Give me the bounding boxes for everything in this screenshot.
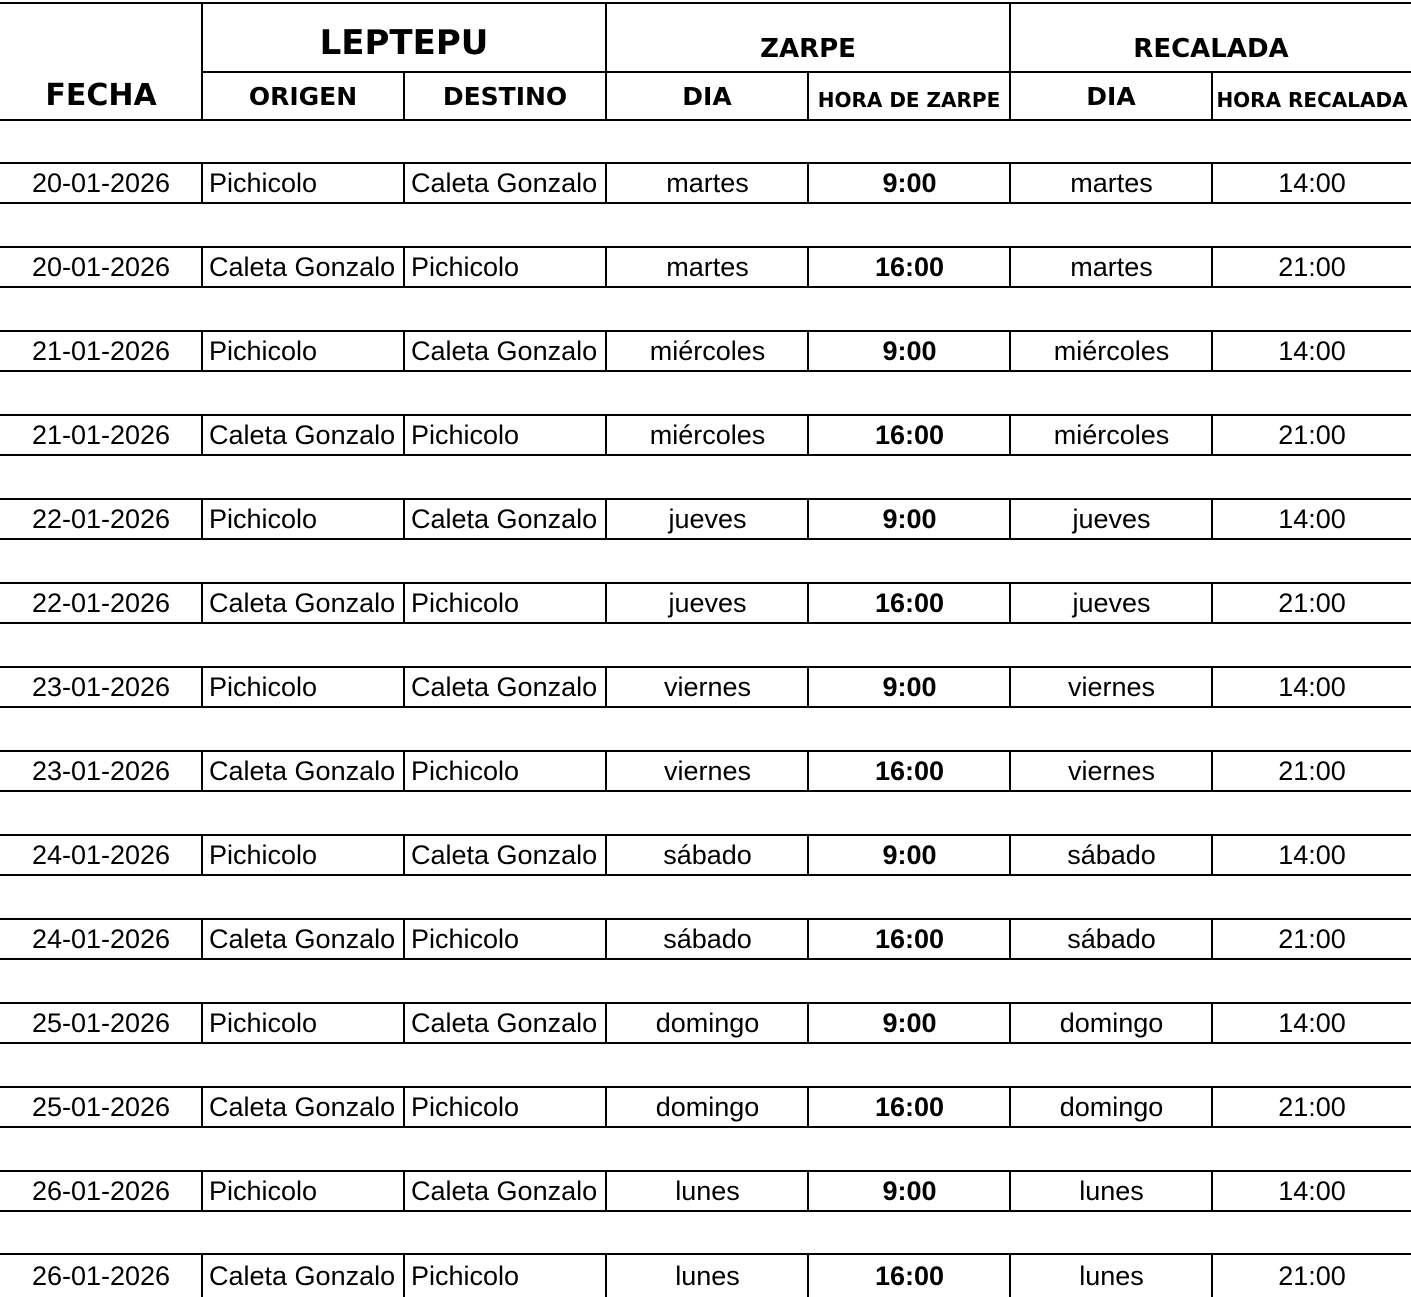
- table-row: [0, 582, 1411, 624]
- cell-destino: Caleta Gonzalo: [403, 332, 606, 370]
- cell-hora-zarpe: 16:00: [807, 1088, 1010, 1126]
- cell-recalada-dia: viernes: [1009, 752, 1212, 790]
- cell-hora-recalada: 14:00: [1211, 668, 1411, 706]
- cell-recalada-dia: lunes: [1009, 1172, 1212, 1210]
- header-top-border: [0, 2, 1411, 4]
- cell-zarpe-dia: martes: [605, 164, 808, 202]
- table-row: [0, 1253, 1411, 1295]
- cell-recalada-dia: lunes: [1009, 1255, 1212, 1297]
- cell-hora-recalada: 21:00: [1211, 1088, 1411, 1126]
- cell-destino: Caleta Gonzalo: [403, 500, 606, 538]
- cell-recalada-dia: miércoles: [1009, 332, 1212, 370]
- cell-origen: Caleta Gonzalo: [201, 416, 404, 454]
- cell-fecha: 25-01-2026: [31, 1091, 171, 1122]
- cell-zarpe-dia: sábado: [605, 836, 808, 874]
- table-row: [0, 1170, 1411, 1212]
- cell-fecha: 23-01-2026: [31, 755, 171, 786]
- cell-origen: Pichicolo: [201, 164, 404, 202]
- cell-fecha: 26-01-2026: [31, 1260, 171, 1291]
- cell-fecha: 26-01-2026: [31, 1175, 171, 1206]
- cell-fecha: 22-01-2026: [31, 587, 171, 618]
- cell-fecha: 21-01-2026: [31, 335, 171, 366]
- cell-hora-zarpe: 16:00: [807, 752, 1010, 790]
- cell-hora-zarpe: 9:00: [807, 668, 1010, 706]
- cell-hora-recalada: 21:00: [1211, 584, 1411, 622]
- cell-hora-zarpe: 16:00: [807, 584, 1010, 622]
- table-row: [0, 666, 1411, 708]
- cell-hora-recalada: 14:00: [1211, 836, 1411, 874]
- table-row: [0, 162, 1411, 204]
- cell-recalada-dia: jueves: [1009, 584, 1212, 622]
- cell-hora-zarpe: 9:00: [807, 332, 1010, 370]
- cell-recalada-dia: martes: [1009, 248, 1212, 286]
- cell-recalada-dia: jueves: [1009, 500, 1212, 538]
- cell-zarpe-dia: sábado: [605, 920, 808, 958]
- cell-zarpe-dia: jueves: [605, 584, 808, 622]
- cell-zarpe-dia: domingo: [605, 1004, 808, 1042]
- cell-hora-zarpe: 9:00: [807, 836, 1010, 874]
- cell-origen: Pichicolo: [201, 668, 404, 706]
- cell-fecha: 21-01-2026: [31, 419, 171, 450]
- header-group-zarpe: ZARPE: [760, 34, 856, 64]
- cell-hora-recalada: 21:00: [1211, 920, 1411, 958]
- cell-zarpe-dia: lunes: [605, 1172, 808, 1210]
- cell-fecha: 23-01-2026: [31, 671, 171, 702]
- cell-origen: Caleta Gonzalo: [201, 1255, 404, 1297]
- header-origen: ORIGEN: [248, 81, 358, 111]
- cell-hora-recalada: 21:00: [1211, 1255, 1411, 1297]
- table-row: [0, 414, 1411, 456]
- header-fecha: FECHA: [45, 77, 157, 113]
- cell-hora-zarpe: 16:00: [807, 416, 1010, 454]
- cell-origen: Pichicolo: [201, 836, 404, 874]
- cell-origen: Caleta Gonzalo: [201, 920, 404, 958]
- cell-hora-recalada: 14:00: [1211, 1172, 1411, 1210]
- cell-zarpe-dia: lunes: [605, 1255, 808, 1297]
- cell-recalada-dia: viernes: [1009, 668, 1212, 706]
- cell-destino: Pichicolo: [403, 920, 606, 958]
- table-row: [0, 498, 1411, 540]
- cell-fecha: 25-01-2026: [31, 1007, 171, 1038]
- cell-hora-zarpe: 9:00: [807, 1004, 1010, 1042]
- header-bottom-border: [0, 119, 1411, 121]
- cell-destino: Pichicolo: [403, 416, 606, 454]
- table-row: [0, 1086, 1411, 1128]
- cell-recalada-dia: miércoles: [1009, 416, 1212, 454]
- cell-hora-zarpe: 16:00: [807, 1255, 1010, 1297]
- cell-destino: Caleta Gonzalo: [403, 1004, 606, 1042]
- header-group-recalada: RECALADA: [1133, 34, 1289, 64]
- header-hora-recalada: HORA RECALADA: [1216, 88, 1408, 112]
- cell-hora-zarpe: 9:00: [807, 500, 1010, 538]
- cell-recalada-dia: martes: [1009, 164, 1212, 202]
- table-row: [0, 1002, 1411, 1044]
- cell-hora-recalada: 21:00: [1211, 416, 1411, 454]
- cell-zarpe-dia: miércoles: [605, 332, 808, 370]
- cell-zarpe-dia: domingo: [605, 1088, 808, 1126]
- table-row: [0, 750, 1411, 792]
- cell-origen: Pichicolo: [201, 332, 404, 370]
- cell-hora-recalada: 21:00: [1211, 248, 1411, 286]
- cell-origen: Caleta Gonzalo: [201, 1088, 404, 1126]
- table-row: [0, 834, 1411, 876]
- cell-hora-recalada: 14:00: [1211, 164, 1411, 202]
- cell-origen: Pichicolo: [201, 1004, 404, 1042]
- cell-fecha: 24-01-2026: [31, 923, 171, 954]
- cell-hora-zarpe: 9:00: [807, 164, 1010, 202]
- cell-destino: Caleta Gonzalo: [403, 164, 606, 202]
- cell-origen: Caleta Gonzalo: [201, 752, 404, 790]
- cell-hora-zarpe: 9:00: [807, 1172, 1010, 1210]
- cell-zarpe-dia: jueves: [605, 500, 808, 538]
- table-row: [0, 918, 1411, 960]
- cell-hora-zarpe: 16:00: [807, 920, 1010, 958]
- cell-recalada-dia: sábado: [1009, 836, 1212, 874]
- cell-origen: Caleta Gonzalo: [201, 584, 404, 622]
- cell-destino: Pichicolo: [403, 1255, 606, 1297]
- cell-zarpe-dia: miércoles: [605, 416, 808, 454]
- header-recalada-dia: DIA: [1086, 81, 1136, 111]
- cell-destino: Pichicolo: [403, 248, 606, 286]
- cell-recalada-dia: sábado: [1009, 920, 1212, 958]
- header-hora-zarpe: HORA DE ZARPE: [817, 88, 1001, 112]
- cell-destino: Caleta Gonzalo: [403, 668, 606, 706]
- cell-fecha: 20-01-2026: [31, 167, 171, 198]
- header-group-leptepu: LEPTEPU: [319, 23, 489, 63]
- cell-zarpe-dia: viernes: [605, 752, 808, 790]
- cell-hora-recalada: 14:00: [1211, 1004, 1411, 1042]
- cell-hora-recalada: 14:00: [1211, 500, 1411, 538]
- cell-hora-zarpe: 16:00: [807, 248, 1010, 286]
- cell-origen: Pichicolo: [201, 1172, 404, 1210]
- cell-hora-recalada: 14:00: [1211, 332, 1411, 370]
- cell-fecha: 22-01-2026: [31, 503, 171, 534]
- cell-hora-recalada: 21:00: [1211, 752, 1411, 790]
- cell-destino: Pichicolo: [403, 584, 606, 622]
- cell-destino: Pichicolo: [403, 752, 606, 790]
- table-row: [0, 246, 1411, 288]
- cell-origen: Caleta Gonzalo: [201, 248, 404, 286]
- cell-zarpe-dia: martes: [605, 248, 808, 286]
- header-zarpe-dia: DIA: [682, 81, 732, 111]
- cell-destino: Pichicolo: [403, 1088, 606, 1126]
- header-destino: DESTINO: [442, 81, 568, 111]
- table-row: [0, 330, 1411, 372]
- cell-fecha: 20-01-2026: [31, 251, 171, 282]
- cell-recalada-dia: domingo: [1009, 1004, 1212, 1042]
- cell-destino: Caleta Gonzalo: [403, 1172, 606, 1210]
- cell-fecha: 24-01-2026: [31, 839, 171, 870]
- cell-origen: Pichicolo: [201, 500, 404, 538]
- cell-recalada-dia: domingo: [1009, 1088, 1212, 1126]
- cell-zarpe-dia: viernes: [605, 668, 808, 706]
- cell-destino: Caleta Gonzalo: [403, 836, 606, 874]
